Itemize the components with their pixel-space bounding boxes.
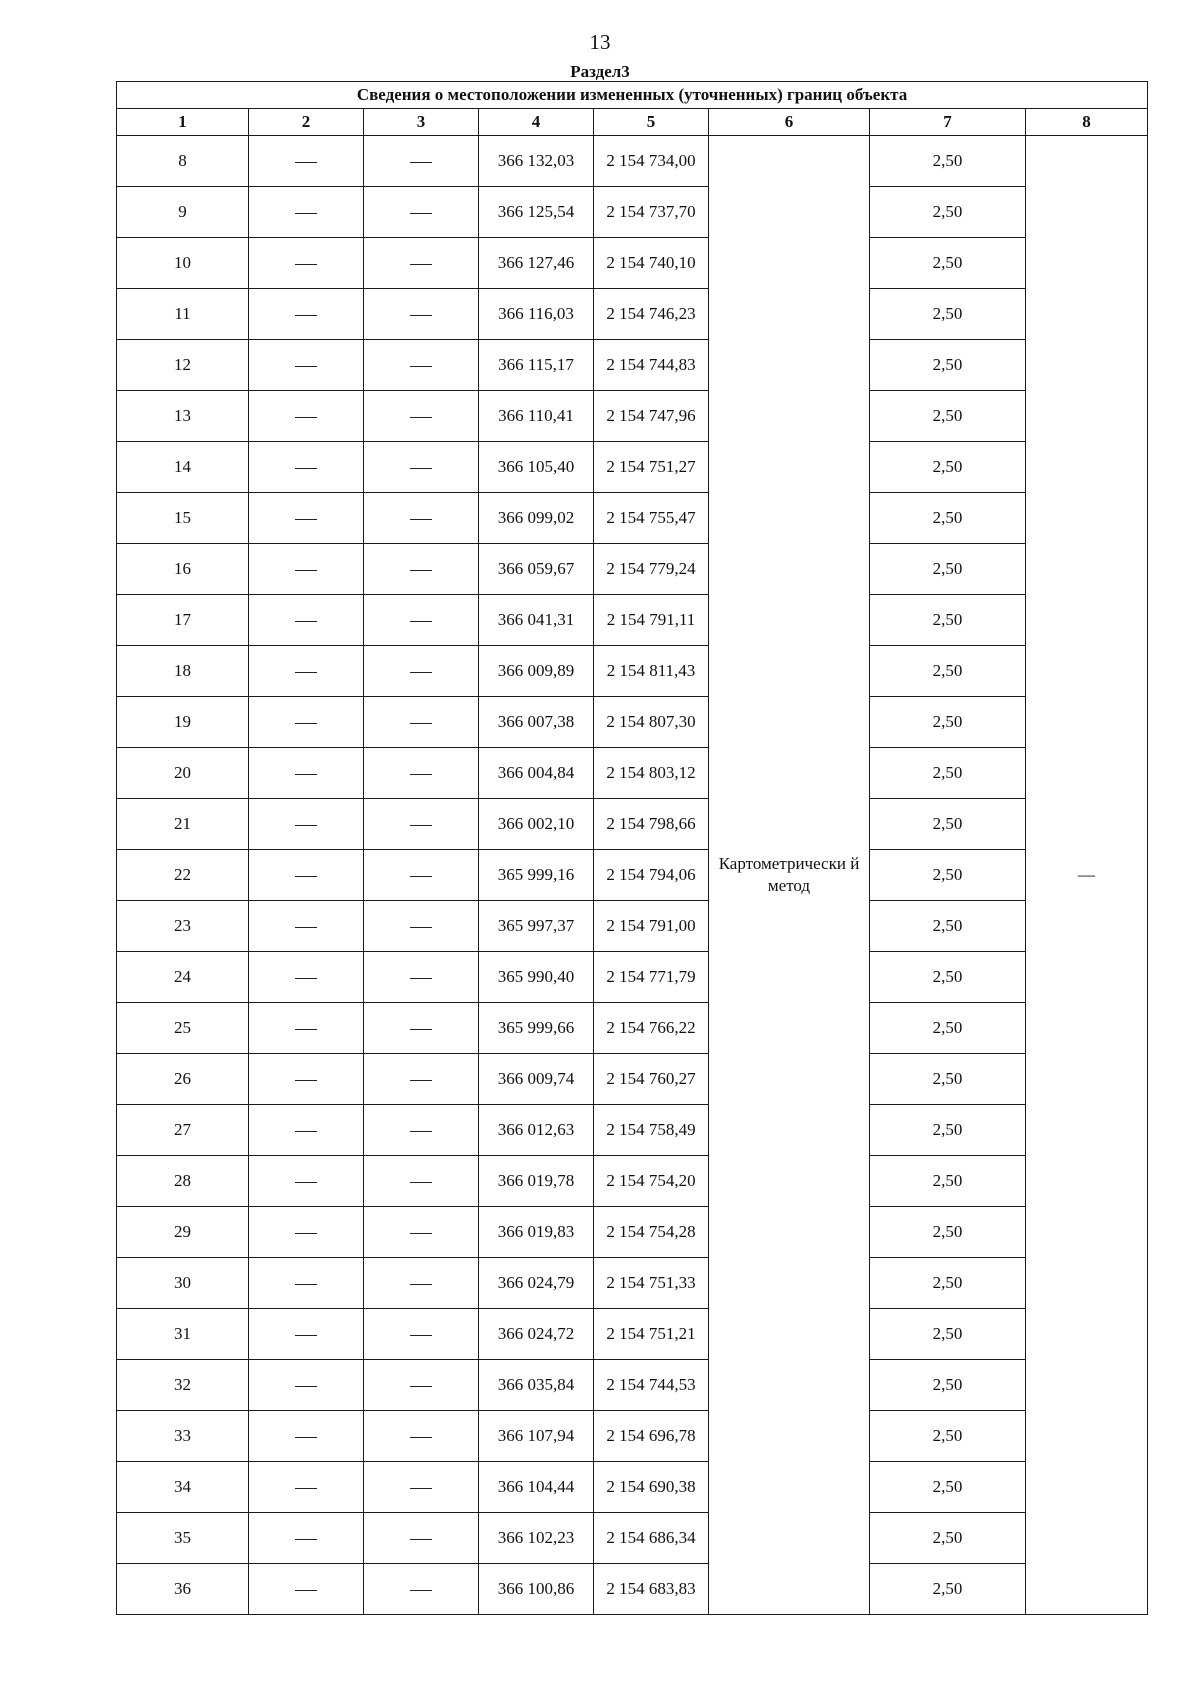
y-coordinate-cell: 2 154 744,53 — [594, 1360, 709, 1411]
column-header: 8 — [1026, 109, 1148, 136]
point-number-cell: 23 — [117, 901, 249, 952]
col8-cell: — — [1026, 136, 1148, 1615]
dash-mark — [295, 315, 317, 316]
x-coordinate-cell: 365 999,66 — [479, 1003, 594, 1054]
y-coordinate-cell: 2 154 798,66 — [594, 799, 709, 850]
col2-cell — [249, 697, 364, 748]
point-number-cell: 16 — [117, 544, 249, 595]
dash-mark — [410, 366, 432, 367]
dash-mark — [295, 417, 317, 418]
table-row — [117, 391, 1148, 442]
table-row — [117, 187, 1148, 238]
col3-cell — [364, 952, 479, 1003]
dash-mark — [410, 162, 432, 163]
accuracy-cell: 2,50 — [870, 289, 1026, 340]
col3-cell — [364, 1156, 479, 1207]
table-row — [117, 1105, 1148, 1156]
x-coordinate-cell: 366 107,94 — [479, 1411, 594, 1462]
point-number-cell: 11 — [117, 289, 249, 340]
table-row — [117, 1513, 1148, 1564]
dash-mark — [410, 468, 432, 469]
y-coordinate-cell: 2 154 791,11 — [594, 595, 709, 646]
dash-mark — [295, 1539, 317, 1540]
col3-cell — [364, 544, 479, 595]
dash-mark — [410, 774, 432, 775]
y-coordinate-cell: 2 154 747,96 — [594, 391, 709, 442]
y-coordinate-cell: 2 154 754,28 — [594, 1207, 709, 1258]
table-row — [117, 1309, 1148, 1360]
point-number-cell: 36 — [117, 1564, 249, 1615]
table-row — [117, 748, 1148, 799]
dash-mark — [295, 723, 317, 724]
table-row — [117, 442, 1148, 493]
x-coordinate-cell: 366 019,83 — [479, 1207, 594, 1258]
x-coordinate-cell: 366 100,86 — [479, 1564, 594, 1615]
y-coordinate-cell: 2 154 766,22 — [594, 1003, 709, 1054]
section-title: Раздел3 — [570, 62, 630, 81]
col2-cell — [249, 391, 364, 442]
accuracy-cell: 2,50 — [870, 799, 1026, 850]
x-coordinate-cell: 366 127,46 — [479, 238, 594, 289]
x-coordinate-cell: 366 132,03 — [479, 136, 594, 187]
x-coordinate-cell: 366 009,89 — [479, 646, 594, 697]
accuracy-cell: 2,50 — [870, 544, 1026, 595]
point-number-cell: 8 — [117, 136, 249, 187]
column-header: 7 — [870, 109, 1026, 136]
point-number-cell: 10 — [117, 238, 249, 289]
x-coordinate-cell: 365 990,40 — [479, 952, 594, 1003]
accuracy-cell: 2,50 — [870, 1105, 1026, 1156]
y-coordinate-cell: 2 154 751,33 — [594, 1258, 709, 1309]
point-number-cell: 24 — [117, 952, 249, 1003]
table-caption-row — [117, 82, 1148, 109]
y-coordinate-cell: 2 154 683,83 — [594, 1564, 709, 1615]
x-coordinate-cell: 366 099,02 — [479, 493, 594, 544]
x-coordinate-cell: 366 102,23 — [479, 1513, 594, 1564]
table-row — [117, 1462, 1148, 1513]
dash-mark — [295, 1386, 317, 1387]
accuracy-cell: 2,50 — [870, 748, 1026, 799]
col2-cell — [249, 1054, 364, 1105]
col2-cell — [249, 1156, 364, 1207]
y-coordinate-cell: 2 154 803,12 — [594, 748, 709, 799]
table-row — [117, 646, 1148, 697]
table-row — [117, 238, 1148, 289]
accuracy-cell: 2,50 — [870, 1156, 1026, 1207]
y-coordinate-cell: 2 154 751,21 — [594, 1309, 709, 1360]
dash-mark — [295, 876, 317, 877]
x-coordinate-cell: 366 012,63 — [479, 1105, 594, 1156]
accuracy-cell: 2,50 — [870, 952, 1026, 1003]
accuracy-cell: 2,50 — [870, 901, 1026, 952]
dash-mark — [295, 1080, 317, 1081]
coordinates-table — [116, 81, 1148, 1615]
col2-cell — [249, 952, 364, 1003]
table-row — [117, 1156, 1148, 1207]
col2-cell — [249, 1207, 364, 1258]
y-coordinate-cell: 2 154 755,47 — [594, 493, 709, 544]
col2-cell — [249, 850, 364, 901]
col2-cell — [249, 136, 364, 187]
col3-cell — [364, 1564, 479, 1615]
dash-mark — [410, 672, 432, 673]
table-row — [117, 493, 1148, 544]
col2-cell — [249, 1003, 364, 1054]
dash-mark — [295, 1437, 317, 1438]
table-row — [117, 544, 1148, 595]
col3-cell — [364, 1360, 479, 1411]
dash-mark — [295, 162, 317, 163]
x-coordinate-cell: 366 004,84 — [479, 748, 594, 799]
dash-mark — [295, 672, 317, 673]
y-coordinate-cell: 2 154 690,38 — [594, 1462, 709, 1513]
dash-mark — [295, 927, 317, 928]
point-number-cell: 17 — [117, 595, 249, 646]
col2-cell — [249, 1513, 364, 1564]
column-header: 5 — [594, 109, 709, 136]
accuracy-cell: 2,50 — [870, 1360, 1026, 1411]
table-row — [117, 136, 1148, 187]
accuracy-cell: 2,50 — [870, 1258, 1026, 1309]
col2-cell — [249, 799, 364, 850]
col2-cell — [249, 901, 364, 952]
point-number-cell: 32 — [117, 1360, 249, 1411]
accuracy-cell: 2,50 — [870, 1207, 1026, 1258]
dash-mark — [295, 519, 317, 520]
col3-cell — [364, 850, 479, 901]
x-coordinate-cell: 366 125,54 — [479, 187, 594, 238]
accuracy-cell: 2,50 — [870, 442, 1026, 493]
dash-mark — [410, 1233, 432, 1234]
x-coordinate-cell: 366 104,44 — [479, 1462, 594, 1513]
col2-cell — [249, 442, 364, 493]
col3-cell — [364, 1309, 479, 1360]
x-coordinate-cell: 365 999,16 — [479, 850, 594, 901]
x-coordinate-cell: 366 024,79 — [479, 1258, 594, 1309]
dash-mark — [295, 1335, 317, 1336]
x-coordinate-cell: 366 115,17 — [479, 340, 594, 391]
point-number-cell: 29 — [117, 1207, 249, 1258]
accuracy-cell: 2,50 — [870, 646, 1026, 697]
col2-cell — [249, 493, 364, 544]
col2-cell — [249, 1258, 364, 1309]
accuracy-cell: 2,50 — [870, 850, 1026, 901]
table-row — [117, 901, 1148, 952]
col2-cell — [249, 595, 364, 646]
y-coordinate-cell: 2 154 758,49 — [594, 1105, 709, 1156]
point-number-cell: 12 — [117, 340, 249, 391]
dash-mark — [295, 264, 317, 265]
table-row — [117, 1564, 1148, 1615]
table-row — [117, 1258, 1148, 1309]
dash-mark — [410, 213, 432, 214]
table-row — [117, 340, 1148, 391]
accuracy-cell: 2,50 — [870, 391, 1026, 442]
table-caption: Сведения о местоположении измененных (уточненных) границ объекта — [117, 82, 1148, 109]
dash-mark — [410, 1335, 432, 1336]
dash-mark — [410, 1131, 432, 1132]
y-coordinate-cell: 2 154 771,79 — [594, 952, 709, 1003]
col3-cell — [364, 748, 479, 799]
table-row — [117, 595, 1148, 646]
dash-mark — [410, 723, 432, 724]
col2-cell — [249, 646, 364, 697]
dash-mark — [410, 417, 432, 418]
col3-cell — [364, 1105, 479, 1156]
table-row — [117, 1411, 1148, 1462]
col2-cell — [249, 1360, 364, 1411]
x-coordinate-cell: 366 105,40 — [479, 442, 594, 493]
dash-mark — [410, 1488, 432, 1489]
accuracy-cell: 2,50 — [870, 1309, 1026, 1360]
x-coordinate-cell: 366 024,72 — [479, 1309, 594, 1360]
col2-cell — [249, 1462, 364, 1513]
y-coordinate-cell: 2 154 744,83 — [594, 340, 709, 391]
x-coordinate-cell: 366 007,38 — [479, 697, 594, 748]
table-row — [117, 1360, 1148, 1411]
dash-mark — [410, 1386, 432, 1387]
col2-cell — [249, 340, 364, 391]
col3-cell — [364, 1462, 479, 1513]
y-coordinate-cell: 2 154 779,24 — [594, 544, 709, 595]
dash-mark — [410, 1539, 432, 1540]
col2-cell — [249, 187, 364, 238]
dash-mark — [295, 213, 317, 214]
method-cell: Картометрически й метод — [709, 136, 870, 1615]
col3-cell — [364, 595, 479, 646]
x-coordinate-cell: 366 009,74 — [479, 1054, 594, 1105]
dash-mark — [295, 468, 317, 469]
dash-mark — [295, 570, 317, 571]
dash-mark — [295, 1131, 317, 1132]
dash-mark — [410, 1437, 432, 1438]
col2-cell — [249, 1309, 364, 1360]
dash-mark — [410, 1080, 432, 1081]
col2-cell — [249, 1411, 364, 1462]
accuracy-cell: 2,50 — [870, 187, 1026, 238]
accuracy-cell: 2,50 — [870, 1462, 1026, 1513]
y-coordinate-cell: 2 154 737,70 — [594, 187, 709, 238]
col2-cell — [249, 1564, 364, 1615]
dash-mark — [295, 1488, 317, 1489]
point-number-cell: 19 — [117, 697, 249, 748]
point-number-cell: 9 — [117, 187, 249, 238]
dash-mark — [410, 315, 432, 316]
dash-mark — [295, 1284, 317, 1285]
point-number-cell: 30 — [117, 1258, 249, 1309]
dash-mark — [410, 927, 432, 928]
table-row — [117, 850, 1148, 901]
y-coordinate-cell: 2 154 734,00 — [594, 136, 709, 187]
col3-cell — [364, 391, 479, 442]
dash-mark — [295, 1182, 317, 1183]
y-coordinate-cell: 2 154 811,43 — [594, 646, 709, 697]
x-coordinate-cell: 366 002,10 — [479, 799, 594, 850]
dash-mark — [410, 876, 432, 877]
col2-cell — [249, 238, 364, 289]
point-number-cell: 33 — [117, 1411, 249, 1462]
table-row — [117, 952, 1148, 1003]
col2-cell — [249, 544, 364, 595]
accuracy-cell: 2,50 — [870, 697, 1026, 748]
column-header: 4 — [479, 109, 594, 136]
table-row — [117, 1003, 1148, 1054]
table-row — [117, 289, 1148, 340]
point-number-cell: 26 — [117, 1054, 249, 1105]
col3-cell — [364, 442, 479, 493]
point-number-cell: 18 — [117, 646, 249, 697]
col2-cell — [249, 289, 364, 340]
col3-cell — [364, 187, 479, 238]
col3-cell — [364, 1054, 479, 1105]
y-coordinate-cell: 2 154 746,23 — [594, 289, 709, 340]
x-coordinate-cell: 366 116,03 — [479, 289, 594, 340]
col3-cell — [364, 493, 479, 544]
col3-cell — [364, 799, 479, 850]
point-number-cell: 28 — [117, 1156, 249, 1207]
dash-mark — [295, 825, 317, 826]
col3-cell — [364, 901, 479, 952]
accuracy-cell: 2,50 — [870, 340, 1026, 391]
dash-mark — [410, 825, 432, 826]
point-number-cell: 21 — [117, 799, 249, 850]
col3-cell — [364, 1207, 479, 1258]
dash-mark — [410, 1182, 432, 1183]
dash-mark — [410, 621, 432, 622]
point-number-cell: 15 — [117, 493, 249, 544]
table-row — [117, 697, 1148, 748]
y-coordinate-cell: 2 154 696,78 — [594, 1411, 709, 1462]
dash-mark — [295, 978, 317, 979]
accuracy-cell: 2,50 — [870, 493, 1026, 544]
y-coordinate-cell: 2 154 791,00 — [594, 901, 709, 952]
table-row — [117, 799, 1148, 850]
page-number: 13 — [589, 30, 611, 54]
x-coordinate-cell: 366 041,31 — [479, 595, 594, 646]
dash-mark — [410, 978, 432, 979]
y-coordinate-cell: 2 154 760,27 — [594, 1054, 709, 1105]
point-number-cell: 31 — [117, 1309, 249, 1360]
x-coordinate-cell: 366 059,67 — [479, 544, 594, 595]
y-coordinate-cell: 2 154 794,06 — [594, 850, 709, 901]
y-coordinate-cell: 2 154 740,10 — [594, 238, 709, 289]
y-coordinate-cell: 2 154 807,30 — [594, 697, 709, 748]
table-header-row — [117, 109, 1148, 136]
column-header: 6 — [709, 109, 870, 136]
col3-cell — [364, 697, 479, 748]
table-row — [117, 1054, 1148, 1105]
dash-mark — [410, 1590, 432, 1591]
accuracy-cell: 2,50 — [870, 136, 1026, 187]
col3-cell — [364, 136, 479, 187]
col3-cell — [364, 238, 479, 289]
col2-cell — [249, 1105, 364, 1156]
column-header: 2 — [249, 109, 364, 136]
col3-cell — [364, 646, 479, 697]
y-coordinate-cell: 2 154 754,20 — [594, 1156, 709, 1207]
point-number-cell: 25 — [117, 1003, 249, 1054]
dash-mark — [410, 1029, 432, 1030]
dash-mark — [410, 570, 432, 571]
col2-cell — [249, 748, 364, 799]
dash-mark — [295, 774, 317, 775]
point-number-cell: 34 — [117, 1462, 249, 1513]
dash-mark — [295, 1029, 317, 1030]
point-number-cell: 27 — [117, 1105, 249, 1156]
point-number-cell: 13 — [117, 391, 249, 442]
table-row — [117, 1207, 1148, 1258]
accuracy-cell: 2,50 — [870, 595, 1026, 646]
point-number-cell: 14 — [117, 442, 249, 493]
x-coordinate-cell: 366 019,78 — [479, 1156, 594, 1207]
point-number-cell: 20 — [117, 748, 249, 799]
dash-mark — [410, 519, 432, 520]
accuracy-cell: 2,50 — [870, 238, 1026, 289]
accuracy-cell: 2,50 — [870, 1513, 1026, 1564]
accuracy-cell: 2,50 — [870, 1054, 1026, 1105]
dash-mark — [410, 1284, 432, 1285]
col3-cell — [364, 289, 479, 340]
col3-cell — [364, 1003, 479, 1054]
dash-mark — [295, 1590, 317, 1591]
accuracy-cell: 2,50 — [870, 1564, 1026, 1615]
col3-cell — [364, 1258, 479, 1309]
x-coordinate-cell: 366 035,84 — [479, 1360, 594, 1411]
accuracy-cell: 2,50 — [870, 1003, 1026, 1054]
col3-cell — [364, 340, 479, 391]
x-coordinate-cell: 365 997,37 — [479, 901, 594, 952]
x-coordinate-cell: 366 110,41 — [479, 391, 594, 442]
dash-mark — [295, 621, 317, 622]
y-coordinate-cell: 2 154 686,34 — [594, 1513, 709, 1564]
point-number-cell: 35 — [117, 1513, 249, 1564]
point-number-cell: 22 — [117, 850, 249, 901]
y-coordinate-cell: 2 154 751,27 — [594, 442, 709, 493]
column-header: 3 — [364, 109, 479, 136]
column-header: 1 — [117, 109, 249, 136]
accuracy-cell: 2,50 — [870, 1411, 1026, 1462]
dash-mark — [295, 1233, 317, 1234]
col3-cell — [364, 1411, 479, 1462]
dash-mark — [295, 366, 317, 367]
col3-cell — [364, 1513, 479, 1564]
dash-mark — [410, 264, 432, 265]
